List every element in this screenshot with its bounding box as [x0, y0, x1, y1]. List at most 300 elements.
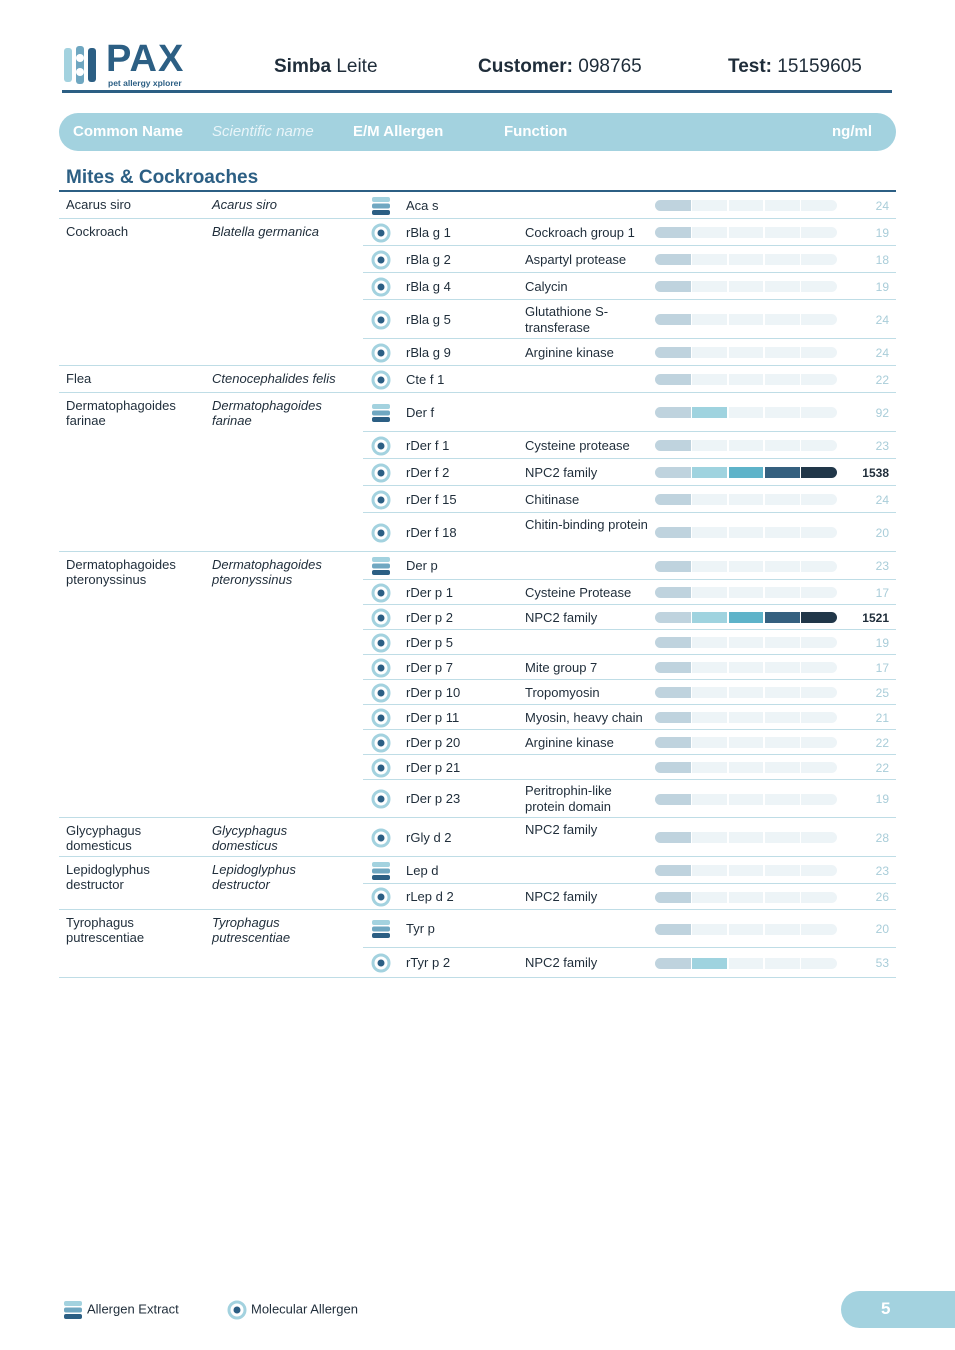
- level-bar: [655, 587, 837, 598]
- level-separator: [800, 314, 802, 325]
- test-value: 15159605: [777, 56, 862, 77]
- allergen-code: rLep d 2: [406, 889, 454, 904]
- value-ng-ml: 22: [875, 735, 889, 750]
- level-separator: [691, 200, 693, 211]
- molecular-allergen-icon: [371, 523, 391, 543]
- level-separator: [763, 374, 765, 385]
- level-separator: [763, 587, 765, 598]
- allergen-function: Mite group 7: [525, 659, 598, 675]
- level-bar: [655, 374, 837, 385]
- level-segment: [655, 637, 691, 648]
- level-separator: [691, 612, 693, 623]
- table-row: [59, 948, 896, 978]
- allergen-code: Cte f 1: [406, 371, 445, 387]
- level-separator: [727, 254, 729, 265]
- level-segment: [655, 527, 691, 538]
- molecular-allergen-icon: [371, 463, 391, 483]
- table-row: [59, 393, 896, 432]
- level-separator: [800, 737, 802, 748]
- level-separator: [727, 662, 729, 673]
- level-separator: [800, 612, 802, 623]
- level-separator: [691, 587, 693, 598]
- level-bar: [655, 467, 837, 478]
- level-separator: [800, 587, 802, 598]
- scientific-name: Tyrophagus putrescentiae: [212, 915, 291, 945]
- common-name: Acarus siro: [66, 197, 132, 212]
- level-separator: [691, 737, 693, 748]
- level-separator: [691, 561, 693, 572]
- level-bar: [655, 737, 837, 748]
- value-ng-ml: 19: [875, 279, 889, 294]
- table-row: [59, 552, 896, 587]
- molecular-allergen-icon: [371, 758, 391, 778]
- common-name: Dermatophagoides pteronyssinus: [66, 557, 176, 587]
- table-row: [59, 339, 896, 366]
- table-row: [59, 705, 896, 730]
- level-segment: [655, 227, 691, 238]
- allergen-extract-icon: [63, 1300, 83, 1320]
- col-common-name: Common Name: [73, 123, 184, 140]
- legend-extract: [63, 1300, 179, 1320]
- level-segment: [691, 958, 727, 969]
- level-separator: [800, 794, 802, 805]
- level-segment: [728, 612, 764, 623]
- value-ng-ml: 20: [875, 922, 889, 936]
- value-ng-ml: 24: [875, 198, 889, 213]
- molecular-allergen-icon: [371, 250, 391, 270]
- table-row: [59, 459, 896, 486]
- level-separator: [727, 407, 729, 418]
- level-segment: [655, 374, 691, 385]
- level-separator: [727, 374, 729, 385]
- col-function: Function: [504, 123, 568, 140]
- section-title: Mites & Cockroaches: [66, 167, 259, 188]
- level-segment: [691, 612, 727, 623]
- level-separator: [763, 794, 765, 805]
- allergen-function: Peritrophin-like protein domain: [525, 783, 612, 814]
- table-row: [59, 818, 896, 857]
- allergen-function: Chitin-binding protein: [525, 516, 648, 532]
- level-separator: [727, 281, 729, 292]
- value-ng-ml: 23: [875, 863, 889, 878]
- allergen-function: NPC2 family: [525, 609, 598, 625]
- level-segment: [655, 662, 691, 673]
- level-separator: [727, 865, 729, 876]
- col-scientific-name: Scientific name: [212, 123, 314, 140]
- allergen-function: Calycin: [525, 278, 568, 294]
- allergen-code: Aca s: [406, 197, 439, 213]
- table-row: [59, 192, 896, 219]
- common-name: Tyrophagus putrescentiae: [66, 915, 145, 945]
- level-separator: [763, 347, 765, 358]
- value-ng-ml: 1538: [862, 465, 889, 480]
- patient-last-name: Leite: [336, 56, 378, 77]
- level-separator: [800, 687, 802, 698]
- scientific-name: Dermatophagoides farinae: [212, 398, 322, 428]
- legend-molecular-label: Molecular Allergen: [251, 1301, 358, 1317]
- level-separator: [727, 227, 729, 238]
- allergen-function: NPC2 family: [525, 464, 598, 480]
- allergen-code: rDer f 1: [406, 437, 450, 453]
- scientific-name: Acarus siro: [212, 197, 278, 212]
- level-separator: [691, 281, 693, 292]
- allergen-code: rDer p 20: [406, 734, 461, 750]
- level-separator: [763, 561, 765, 572]
- allergen-code: rDer f 18: [406, 524, 457, 540]
- level-separator: [800, 958, 802, 969]
- value-ng-ml: 22: [875, 372, 889, 387]
- level-separator: [691, 314, 693, 325]
- level-segment: [655, 467, 691, 478]
- value-ng-ml: 25: [875, 685, 889, 700]
- table-row: [59, 910, 896, 948]
- level-segment: [655, 407, 691, 418]
- level-separator: [727, 200, 729, 211]
- level-separator: [763, 637, 765, 648]
- patient-first-name: Simba: [274, 56, 332, 77]
- level-bar: [655, 865, 837, 876]
- scientific-name: Lepidoglyphus destructor: [212, 862, 296, 892]
- level-separator: [727, 737, 729, 748]
- level-bar: [655, 687, 837, 698]
- allergen-code: rGly d 2: [406, 829, 452, 845]
- level-separator: [763, 440, 765, 451]
- level-bar: [655, 924, 837, 935]
- level-segment: [655, 612, 691, 623]
- level-separator: [763, 314, 765, 325]
- table-row: [59, 630, 896, 655]
- table-row: [59, 486, 896, 513]
- level-segment: [655, 892, 691, 903]
- molecular-allergen-icon: [371, 277, 391, 297]
- level-bar: [655, 440, 837, 451]
- allergen-extract-icon: [371, 403, 391, 423]
- customer-label: Customer:: [478, 56, 574, 77]
- molecular-allergen-icon: [371, 733, 391, 753]
- level-separator: [763, 281, 765, 292]
- allergen-function: Cysteine protease: [525, 437, 630, 453]
- molecular-allergen-icon: [227, 1300, 247, 1320]
- level-separator: [691, 892, 693, 903]
- allergen-extract-icon: [371, 861, 391, 881]
- level-separator: [763, 924, 765, 935]
- level-separator: [691, 924, 693, 935]
- value-ng-ml: 21: [875, 710, 889, 725]
- level-separator: [763, 832, 765, 843]
- allergen-code: rDer p 21: [406, 759, 461, 775]
- level-separator: [691, 494, 693, 505]
- value-ng-ml: 24: [875, 492, 889, 507]
- molecular-allergen-icon: [371, 310, 391, 330]
- pax-logo-icon: [62, 44, 100, 86]
- patient-name: [274, 56, 378, 78]
- level-separator: [800, 762, 802, 773]
- table-row: [59, 366, 896, 393]
- value-ng-ml: 17: [875, 660, 889, 675]
- value-ng-ml: 53: [875, 956, 889, 970]
- level-bar: [655, 958, 837, 969]
- level-segment: [655, 314, 691, 325]
- level-segment: [655, 958, 691, 969]
- allergen-code: rBla g 1: [406, 224, 451, 240]
- level-segment: [655, 737, 691, 748]
- test-info: [728, 56, 862, 78]
- level-separator: [727, 794, 729, 805]
- value-ng-ml: 23: [875, 438, 889, 453]
- allergen-extract-icon: [371, 919, 391, 939]
- level-bar: [655, 494, 837, 505]
- level-separator: [691, 865, 693, 876]
- value-ng-ml: 1521: [862, 610, 889, 625]
- molecular-allergen-icon: [371, 490, 391, 510]
- value-ng-ml: 22: [875, 760, 889, 775]
- level-separator: [691, 637, 693, 648]
- level-separator: [800, 832, 802, 843]
- common-name: Flea: [66, 371, 92, 386]
- level-separator: [691, 687, 693, 698]
- value-ng-ml: 28: [875, 830, 889, 845]
- level-separator: [727, 561, 729, 572]
- level-separator: [800, 924, 802, 935]
- common-name: Cockroach: [66, 224, 129, 239]
- level-segment: [764, 467, 800, 478]
- table-row: [59, 605, 896, 630]
- molecular-allergen-icon: [371, 658, 391, 678]
- level-separator: [727, 924, 729, 935]
- level-separator: [763, 200, 765, 211]
- molecular-allergen-icon: [371, 223, 391, 243]
- allergen-code: rDer p 1: [406, 584, 453, 600]
- value-ng-ml: 19: [875, 225, 889, 240]
- level-separator: [691, 227, 693, 238]
- level-separator: [727, 527, 729, 538]
- level-segment: [655, 587, 691, 598]
- level-segment: [655, 440, 691, 451]
- level-bar: [655, 832, 837, 843]
- level-bar: [655, 892, 837, 903]
- level-separator: [727, 637, 729, 648]
- molecular-allergen-icon: [371, 343, 391, 363]
- pax-logo: [62, 38, 192, 90]
- level-segment: [691, 467, 727, 478]
- allergen-function: Aspartyl protease: [525, 251, 627, 267]
- level-separator: [800, 637, 802, 648]
- level-separator: [727, 494, 729, 505]
- level-separator: [691, 254, 693, 265]
- level-separator: [800, 347, 802, 358]
- level-segment: [655, 687, 691, 698]
- table-row: [59, 884, 896, 910]
- level-separator: [691, 832, 693, 843]
- allergen-function: NPC2 family: [525, 955, 598, 970]
- level-segment: [655, 494, 691, 505]
- logo-subtitle: pet allergy xplorer: [108, 78, 182, 88]
- level-separator: [763, 865, 765, 876]
- level-separator: [800, 227, 802, 238]
- level-separator: [727, 467, 729, 478]
- level-segment: [655, 712, 691, 723]
- level-separator: [763, 467, 765, 478]
- level-separator: [763, 254, 765, 265]
- allergen-code: Tyr p: [406, 921, 435, 936]
- level-separator: [800, 494, 802, 505]
- value-ng-ml: 24: [875, 345, 889, 360]
- scientific-name: Blatella germanica: [212, 224, 319, 239]
- customer-value: 098765: [578, 56, 642, 77]
- page-number: 5: [881, 1299, 891, 1318]
- level-separator: [800, 200, 802, 211]
- allergen-code: Der f: [406, 404, 435, 420]
- level-segment: [655, 762, 691, 773]
- legend-molecular: [227, 1300, 358, 1320]
- level-bar: [655, 200, 837, 211]
- molecular-allergen-icon: [371, 436, 391, 456]
- level-separator: [727, 958, 729, 969]
- legend-extract-label: Allergen Extract: [87, 1301, 179, 1317]
- level-separator: [727, 612, 729, 623]
- level-separator: [763, 527, 765, 538]
- level-separator: [727, 347, 729, 358]
- level-separator: [691, 407, 693, 418]
- allergen-function: Glutathione S-transferase: [525, 303, 609, 335]
- molecular-allergen-icon: [371, 583, 391, 603]
- scientific-name: Glycyphagus domesticus: [212, 823, 288, 853]
- allergen-code: Lep d: [406, 862, 439, 878]
- level-separator: [800, 254, 802, 265]
- level-separator: [727, 687, 729, 698]
- level-segment: [801, 612, 837, 623]
- molecular-allergen-icon: [371, 887, 391, 907]
- level-separator: [727, 587, 729, 598]
- table-row: [59, 655, 896, 680]
- level-segment: [691, 407, 727, 418]
- table-row: [59, 755, 896, 780]
- value-ng-ml: 24: [875, 312, 889, 327]
- level-bar: [655, 637, 837, 648]
- scientific-name: Ctenocephalides felis: [212, 371, 336, 386]
- level-separator: [763, 687, 765, 698]
- level-segment: [764, 612, 800, 623]
- allergen-code: rDer f 2: [406, 464, 450, 480]
- molecular-allergen-icon: [371, 633, 391, 653]
- level-separator: [763, 494, 765, 505]
- level-segment: [655, 924, 691, 935]
- level-bar: [655, 612, 837, 623]
- level-separator: [763, 762, 765, 773]
- level-separator: [763, 892, 765, 903]
- level-separator: [763, 712, 765, 723]
- level-segment: [655, 561, 691, 572]
- col-unit: ng/ml: [832, 123, 872, 140]
- level-separator: [691, 662, 693, 673]
- level-segment: [655, 794, 691, 805]
- allergen-function: NPC2 family: [525, 889, 598, 904]
- level-bar: [655, 762, 837, 773]
- table-row: [59, 219, 896, 246]
- allergen-function: Cysteine Protease: [525, 584, 632, 600]
- level-segment: [655, 281, 691, 292]
- level-separator: [727, 832, 729, 843]
- level-separator: [800, 892, 802, 903]
- allergen-code: rDer p 2: [406, 609, 453, 625]
- level-separator: [800, 662, 802, 673]
- customer-info: [478, 56, 642, 78]
- allergen-function: Arginine kinase: [525, 344, 614, 360]
- molecular-allergen-icon: [371, 608, 391, 628]
- test-label: Test:: [728, 56, 772, 77]
- molecular-allergen-icon: [371, 708, 391, 728]
- level-bar: [655, 561, 837, 572]
- allergen-function: Cockroach group 1: [525, 224, 635, 240]
- level-segment: [655, 200, 691, 211]
- level-bar: [655, 227, 837, 238]
- level-separator: [691, 762, 693, 773]
- molecular-allergen-icon: [371, 789, 391, 809]
- molecular-allergen-icon: [371, 828, 391, 848]
- allergen-function: Chitinase: [525, 491, 580, 507]
- level-separator: [727, 892, 729, 903]
- value-ng-ml: 92: [875, 405, 889, 420]
- level-separator: [763, 227, 765, 238]
- allergen-function: NPC2 family: [525, 821, 598, 837]
- value-ng-ml: 18: [875, 252, 889, 267]
- allergen-code: rTyr p 2: [406, 955, 451, 970]
- level-bar: [655, 281, 837, 292]
- allergen-code: rBla g 9: [406, 344, 451, 360]
- level-separator: [727, 440, 729, 451]
- table-row: [59, 730, 896, 755]
- level-separator: [727, 712, 729, 723]
- table-row: [59, 580, 896, 605]
- level-separator: [800, 467, 802, 478]
- value-ng-ml: 19: [875, 635, 889, 650]
- level-separator: [800, 374, 802, 385]
- level-separator: [691, 712, 693, 723]
- level-bar: [655, 662, 837, 673]
- level-bar: [655, 347, 837, 358]
- level-separator: [691, 467, 693, 478]
- table-row: [59, 680, 896, 705]
- molecular-allergen-icon: [371, 683, 391, 703]
- level-separator: [763, 958, 765, 969]
- level-segment: [655, 832, 691, 843]
- level-segment: [655, 865, 691, 876]
- allergen-code: rDer p 11: [406, 709, 460, 725]
- level-separator: [800, 865, 802, 876]
- logo-text: PAX: [106, 38, 185, 80]
- allergen-code: rBla g 4: [406, 278, 451, 294]
- molecular-allergen-icon: [371, 370, 391, 390]
- allergen-code: rDer p 23: [406, 791, 461, 806]
- level-bar: [655, 314, 837, 325]
- allergen-function: Arginine kinase: [525, 734, 614, 750]
- allergen-function: Tropomyosin: [525, 684, 600, 700]
- level-segment: [801, 467, 837, 478]
- level-bar: [655, 254, 837, 265]
- allergen-code: rDer p 10: [406, 684, 461, 700]
- row-divider: [59, 977, 896, 978]
- level-separator: [691, 527, 693, 538]
- table-row: [59, 857, 896, 892]
- level-separator: [691, 958, 693, 969]
- level-separator: [691, 440, 693, 451]
- allergen-code: rDer p 7: [406, 659, 453, 675]
- level-separator: [763, 407, 765, 418]
- allergen-code: Der p: [406, 558, 438, 573]
- level-separator: [800, 281, 802, 292]
- value-ng-ml: 17: [875, 585, 889, 600]
- table-row: [59, 513, 896, 552]
